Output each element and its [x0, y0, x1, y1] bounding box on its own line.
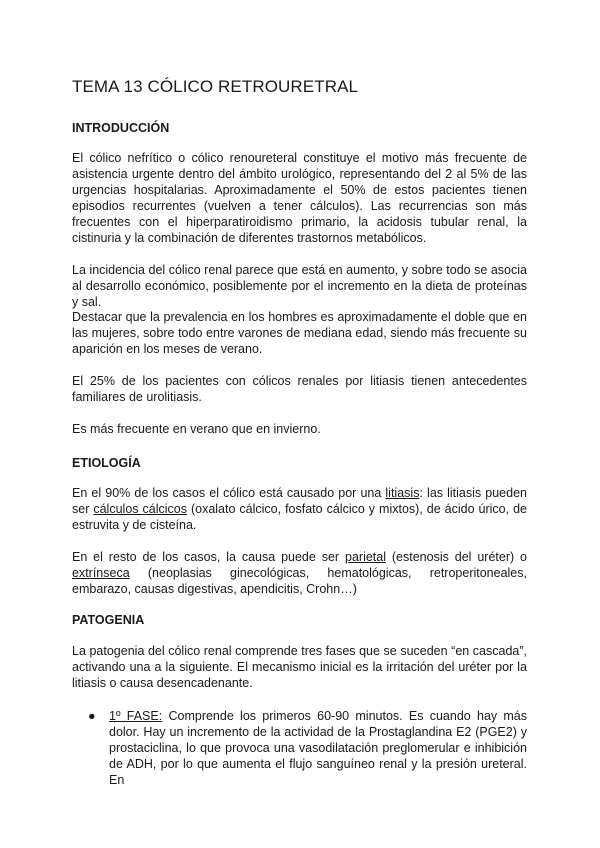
term-litiasis: litiasis [385, 486, 420, 500]
heading-patogenia: PATOGENIA [72, 613, 145, 627]
list-item-fase-1 [72, 708, 527, 788]
fases-list [72, 708, 527, 788]
intro-paragraph-3: Destacar que la prevalencia en los hombres es aproximadamente el doble que en las mujeres, sobre todo entre varones de mediana edad, siendo más frecuente su aparición en los meses de verano. [72, 310, 527, 356]
term-calculos-calcicos: cálculos cálcicos [93, 502, 187, 516]
term-parietal: parietal [345, 550, 386, 564]
intro-paragraph-1: El cólico nefrítico o cólico renoureteral constituye el motivo más frecuente de asistencia urgente dentro del ámbito urológico, representando del 2 al 5% de las urgencias hospitalarias. Aproximadamente el 50% de estos pacientes tienen episodios recurrentes (vuelven a tener cálculos). Las recurrencias son más frecuentes con el hiperparatiroidismo primario, la acidosis tubular renal, la cistinuria y la combinación de diferentes trastornos metabólicos. [72, 151, 527, 245]
fase-1-label: 1º FASE: [109, 709, 163, 723]
intro-paragraph-2: La incidencia del cólico renal parece que está en aumento, y sobre todo se asocia al desarrollo económico, posiblemente por el incremento en la dieta de proteínas y sal. [72, 263, 527, 309]
heading-etiologia: ETIOLOGÍA [72, 456, 141, 470]
intro-paragraph-5: Es más frecuente en verano que en invierno. [72, 422, 321, 436]
etiologia-paragraph-2: En el resto de los casos, la causa puede ser parietal (estenosis del uréter) o extrínseca (neoplasias ginecológicas, hematológicas, retroperitoneales, embarazo, causas digestivas, apendicitis, Crohn…) [72, 550, 528, 596]
document-title: TEMA 13 CÓLICO RETROURETRAL [72, 77, 359, 96]
fase-1-text: Comprende los primeros 60-90 minutos. Es cuando hay más dolor. Hay un incremento de la actividad de la Prostaglandina E2 (PGE2) y prostaciclina, lo que provoca una vasodilatación preglomerular e inhibición de ADH, por lo que aumenta el flujo sanguíneo renal y la presión ureteral. En [109, 709, 528, 787]
heading-introduccion: INTRODUCCIÓN [72, 121, 170, 135]
bullet-icon: ● [88, 709, 96, 723]
patogenia-paragraph-1: La patogenia del cólico renal comprende tres fases que se suceden “en cascada”, activando una a la siguiente. El mecanismo inicial es la irritación del uréter por la litiasis o causa desencadenante. [72, 644, 527, 690]
term-extrinseca: extrínseca [72, 566, 130, 580]
intro-paragraph-4: El 25% de los pacientes con cólicos renales por litiasis tienen antecedentes familiares de urolitiasis. [72, 374, 527, 404]
etiologia-paragraph-1: En el 90% de los casos el cólico está causado por una litiasis: las litiasis pueden ser cálculos cálcicos (oxalato cálcico, fosfato cálcico y mixtos), de ácido úrico, de estruvita y de cisteína. [72, 486, 527, 532]
